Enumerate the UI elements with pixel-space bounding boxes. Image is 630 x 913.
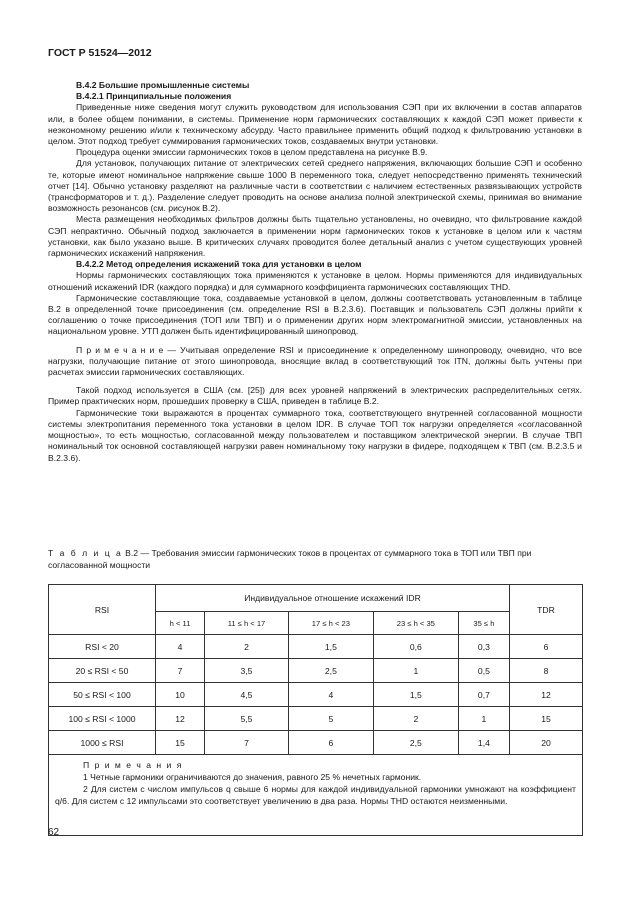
value-cell: 0,7 xyxy=(458,683,509,707)
value-cell: 2,5 xyxy=(288,659,373,683)
paragraph-7: Такой подход используется в США (см. [25]) для всех уровней напряжений в электрических распределительных сетях. Пример практических норм, прошедших проверку в США, приведен в таблице В.2. xyxy=(48,385,582,407)
tdr-cell: 12 xyxy=(510,683,583,707)
value-cell: 15 xyxy=(156,731,205,755)
paragraph-3: Для установок, получающих питание от электрических сетей среднего напряжения, включающих большие СЭП и особенно те, которые имеют номинальное напряжение свыше 1000 В переменного тока, следует непосредственно применять технический отчет [14]. Обычно установку разделяют на различные части в соответствии с наличием естественных развязывающих устройств (трансформаторов и т. д.). Разделение следует проводить на основе анализа полной электрической схемы, принимая во внимание возможность резонансов (см. рисунок В.2). xyxy=(48,158,582,214)
note-label: П р и м е ч а н и е xyxy=(76,344,164,355)
rsi-cell: RSI < 20 xyxy=(49,635,156,659)
subheader-cell: 35 ≤ h xyxy=(458,612,509,635)
tdr-cell: 8 xyxy=(510,659,583,683)
rsi-cell: 50 ≤ RSI < 100 xyxy=(49,683,156,707)
table-note-2: 2 Для систем с числом импульсов q свыше 6 нормы для каждой индивидуальной гармоники умножают на коэффициент q/6. Для систем с 12 импульсами это соответствует увеличению в два раза. Нормы THD остаются неизменными. xyxy=(55,784,576,806)
document-header: ГОСТ Р 51524—2012 xyxy=(48,47,152,59)
notes-title: П р и м е ч а н и я xyxy=(83,760,183,770)
value-cell: 0,3 xyxy=(458,635,509,659)
table-note-1: 1 Четные гармоники ограничиваются до значения, равного 25 % нечетных гармоник. xyxy=(83,772,422,782)
paragraph-6: Гармонические составляющие тока, создаваемые установкой в целом, должны соответствовать установленным в таблице В.2 в определенной точке присоединения (см. определение RSI в В.2.3.6). Поставщик и пользователь СЭП должны прийти к соглашению о точке присоединения (ТОП или ТВП) и о применении других норм электромагнитной эмиссии, установленных на национальном уровне. УТП должен быть идентифицированный шинопровод. xyxy=(48,292,582,337)
section-heading-b421: В.4.2.1 Принципиальные положения xyxy=(76,91,232,102)
header-idr: Индивидуальное отношение искажений IDR xyxy=(156,585,510,612)
value-cell: 2 xyxy=(205,635,289,659)
value-cell: 5 xyxy=(288,707,373,731)
value-cell: 4,5 xyxy=(205,683,289,707)
value-cell: 7 xyxy=(205,731,289,755)
value-cell: 1,4 xyxy=(458,731,509,755)
rsi-cell: 1000 ≤ RSI xyxy=(49,731,156,755)
tdr-cell: 20 xyxy=(510,731,583,755)
table-notes xyxy=(49,755,583,836)
page-number: 62 xyxy=(48,827,60,838)
value-cell: 4 xyxy=(156,635,205,659)
value-cell: 0,5 xyxy=(458,659,509,683)
section-heading-b42: В.4.2 Большие промышленные системы xyxy=(76,80,250,90)
note-text: — Учитывая определение RSI и присоединение к определенному шинопроводу, очевидно, что все нагрузки, получающие питание от этого шинопровода, вносящие вклад в соответствующий ток ITN, должны быть учтены при расчетах эмиссии гармонических составляющих. xyxy=(48,344,583,378)
value-cell: 1,5 xyxy=(288,635,373,659)
subheader-cell: 11 ≤ h < 17 xyxy=(205,612,289,635)
value-cell: 7 xyxy=(156,659,205,683)
rsi-cell: 100 ≤ RSI < 1000 xyxy=(49,707,156,731)
table-caption xyxy=(48,548,588,571)
subheader-cell: 23 ≤ h < 35 xyxy=(373,612,458,635)
paragraph-5: Нормы гармонических составляющих тока применяются к установке в целом. Нормы применяются для индивидуальных отношений искажений IDR (каждого порядка) и для суммарного коэффициента гармонических составляющих THD. xyxy=(48,270,582,292)
table-row xyxy=(49,659,583,683)
value-cell: 1,5 xyxy=(373,683,458,707)
table-notes-row xyxy=(49,755,583,836)
table-row xyxy=(49,635,583,659)
table-row xyxy=(49,731,583,755)
value-cell: 5,5 xyxy=(205,707,289,731)
value-cell: 2,5 xyxy=(373,731,458,755)
subheader-cell: 17 ≤ h < 23 xyxy=(288,612,373,635)
value-cell: 4 xyxy=(288,683,373,707)
table-row xyxy=(49,707,583,731)
table-caption-label: Т а б л и ц а xyxy=(48,548,123,558)
rsi-cell: 20 ≤ RSI < 50 xyxy=(49,659,156,683)
value-cell: 10 xyxy=(156,683,205,707)
value-cell: 1 xyxy=(373,659,458,683)
header-tdr: TDR xyxy=(510,585,583,635)
value-cell: 3,5 xyxy=(205,659,289,683)
paragraph-2: Процедура оценки эмиссии гармонических токов в целом представлена на рисунке В.9. xyxy=(76,147,428,158)
value-cell: 12 xyxy=(156,707,205,731)
table-row xyxy=(49,683,583,707)
paragraph-8: Гармонические токи выражаются в процентах суммарного тока, соответствующего внутренней согласованной мощности системы электропитания переменного тока установки в целом IDR. В случае ТОП ток нагрузки определяется «согласованной мощностью», то есть мощностью, согласованной между пользователем и поставщиком электрической энергии. В случае ТВП номинальный ток основной составляющей нагрузки равен номинальному току нагрузки в фидере, подходящем к ТВП (см. В.2.3.5 и В.2.3.6). xyxy=(48,407,582,463)
value-cell: 6 xyxy=(288,731,373,755)
note-paragraph xyxy=(48,345,582,379)
paragraph-1: Приведенные ниже сведения могут служить руководством для использования СЭП при их включении в состав аппаратов или, в более общем понимании, в системы. Применение норм гармонических составляющих к каждой СЭП может привести к неэкономному решению и/или к техническому абсурду. Часто правильнее применить общий подход к фильтрованию установки в целом. Этот подход требует суммирования гармонических токов, создаваемых внутри установки. xyxy=(48,102,582,147)
table-caption-text: В.2 — Требования эмиссии гармонических токов в процентах от суммарного тока в ТОП или ТВП при согласованной мощности xyxy=(48,548,532,570)
header-rsi: RSI xyxy=(49,585,156,635)
section-heading-b422: В.4.2.2 Метод определения искажений тока для установки в целом xyxy=(76,259,362,270)
emission-table xyxy=(48,584,583,836)
value-cell: 1 xyxy=(458,707,509,731)
subheader-cell: h < 11 xyxy=(156,612,205,635)
table-header-row xyxy=(49,585,583,612)
paragraph-4: Места размещения необходимых фильтров должны быть тщательно установлены, но очевидно, что фильтрование каждой СЭП непрактично. Обычный подход заключается в применении норм гармонических токов к установке в целом или к частям установки, как было указано выше. В критических случаях проводится более детальный анализ с учетом существующих уровней гармонических искажений напряжения. xyxy=(48,214,582,259)
tdr-cell: 6 xyxy=(510,635,583,659)
value-cell: 2 xyxy=(373,707,458,731)
tdr-cell: 15 xyxy=(510,707,583,731)
body-text xyxy=(48,80,582,464)
value-cell: 0,6 xyxy=(373,635,458,659)
